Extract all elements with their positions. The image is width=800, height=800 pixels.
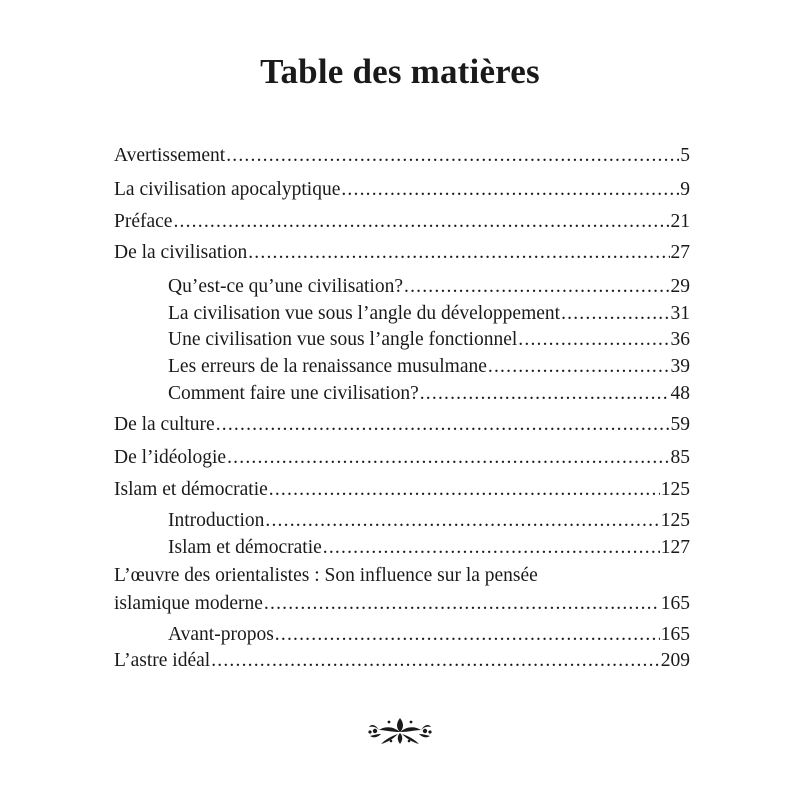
toc-entry-page: 36: [670, 329, 690, 350]
dot-leader: [227, 446, 669, 470]
toc-entry: [114, 446, 690, 470]
toc-subentry: [168, 536, 690, 560]
toc-subentry: [168, 328, 690, 352]
toc-entry-label: Qu’est-ce qu’une civilisation?: [168, 276, 403, 297]
toc-entry-label: Avertissement: [114, 145, 226, 166]
toc-entry-page: 209: [660, 650, 690, 671]
toc-entry-page: 165: [660, 624, 690, 645]
toc-entry: [114, 649, 690, 673]
dot-leader: [226, 144, 679, 168]
toc-subentry: [168, 275, 690, 299]
dot-leader: [216, 413, 670, 437]
toc-entry: [114, 144, 690, 168]
toc-entry: [114, 178, 690, 202]
toc-subentry: [168, 509, 690, 533]
dot-leader: [420, 382, 670, 406]
toc-entry: [114, 241, 690, 265]
dot-leader: [488, 355, 670, 379]
dot-leader: [561, 302, 669, 326]
toc-entry-label: Avant-propos: [168, 624, 274, 645]
dot-leader: [265, 509, 659, 533]
toc-entry-label: La civilisation vue sous l’angle du développement: [168, 303, 561, 324]
toc-entry-page: 48: [670, 383, 690, 404]
dot-leader: [404, 275, 670, 299]
toc-subentry: [168, 623, 690, 647]
dot-leader: [341, 178, 679, 202]
toc-entry-page: 5: [680, 145, 690, 166]
toc-entry-page: 39: [670, 356, 690, 377]
toc-entry-page: 125: [660, 510, 690, 531]
toc-entry-label: La civilisation apocalyptique: [114, 179, 341, 200]
toc-entry-label: Islam et démocratie: [114, 479, 268, 500]
toc-entry: [114, 210, 690, 234]
dot-leader: [269, 478, 660, 502]
toc-entry-label: L’œuvre des orientalistes : Son influence sur la pensée: [114, 565, 538, 586]
toc-subentry: [168, 382, 690, 406]
toc-subentry: [168, 302, 690, 326]
toc-entry-label-continued: islamique moderne: [114, 593, 263, 614]
toc-entry-label: Une civilisation vue sous l’angle fonctionnel: [168, 329, 518, 350]
toc-entry-page: 27: [670, 242, 690, 263]
dot-leader: [518, 328, 669, 352]
dot-leader: [264, 592, 660, 616]
toc-entry-page: 31: [670, 303, 690, 324]
toc-entry-page: 85: [670, 447, 690, 468]
toc-entry-label: Introduction: [168, 510, 265, 531]
toc-entry-page: 29: [670, 276, 690, 297]
toc-entry-label: Préface: [114, 211, 173, 232]
toc-entry-page: 21: [670, 211, 690, 232]
toc-entry: [114, 564, 690, 616]
floral-ornament-icon: [365, 714, 435, 748]
toc-entry-label: L’astre idéal: [114, 650, 211, 671]
toc-entry-label: Comment faire une civilisation?: [168, 383, 419, 404]
toc-entry-label: De l’idéologie: [114, 447, 227, 468]
dot-leader: [211, 649, 660, 673]
page-title: Table des matières: [260, 52, 540, 91]
toc-entry: [114, 478, 690, 502]
toc-entry-label: Les erreurs de la renaissance musulmane: [168, 356, 487, 377]
toc-entry-label: De la civilisation: [114, 242, 248, 263]
dot-leader: [275, 623, 660, 647]
toc-entry-label: De la culture: [114, 414, 215, 435]
toc-entry-page: 125: [660, 479, 690, 500]
toc-entry-page: 165: [660, 593, 690, 614]
toc-subentry: [168, 355, 690, 379]
toc-entry-page: 127: [660, 537, 690, 558]
dot-leader: [323, 536, 660, 560]
dot-leader: [173, 210, 669, 234]
toc-entry-page: 9: [680, 179, 690, 200]
toc-entry-page: 59: [670, 414, 690, 435]
toc-entry: [114, 413, 690, 437]
toc-entry-label: Islam et démocratie: [168, 537, 322, 558]
dot-leader: [248, 241, 669, 265]
